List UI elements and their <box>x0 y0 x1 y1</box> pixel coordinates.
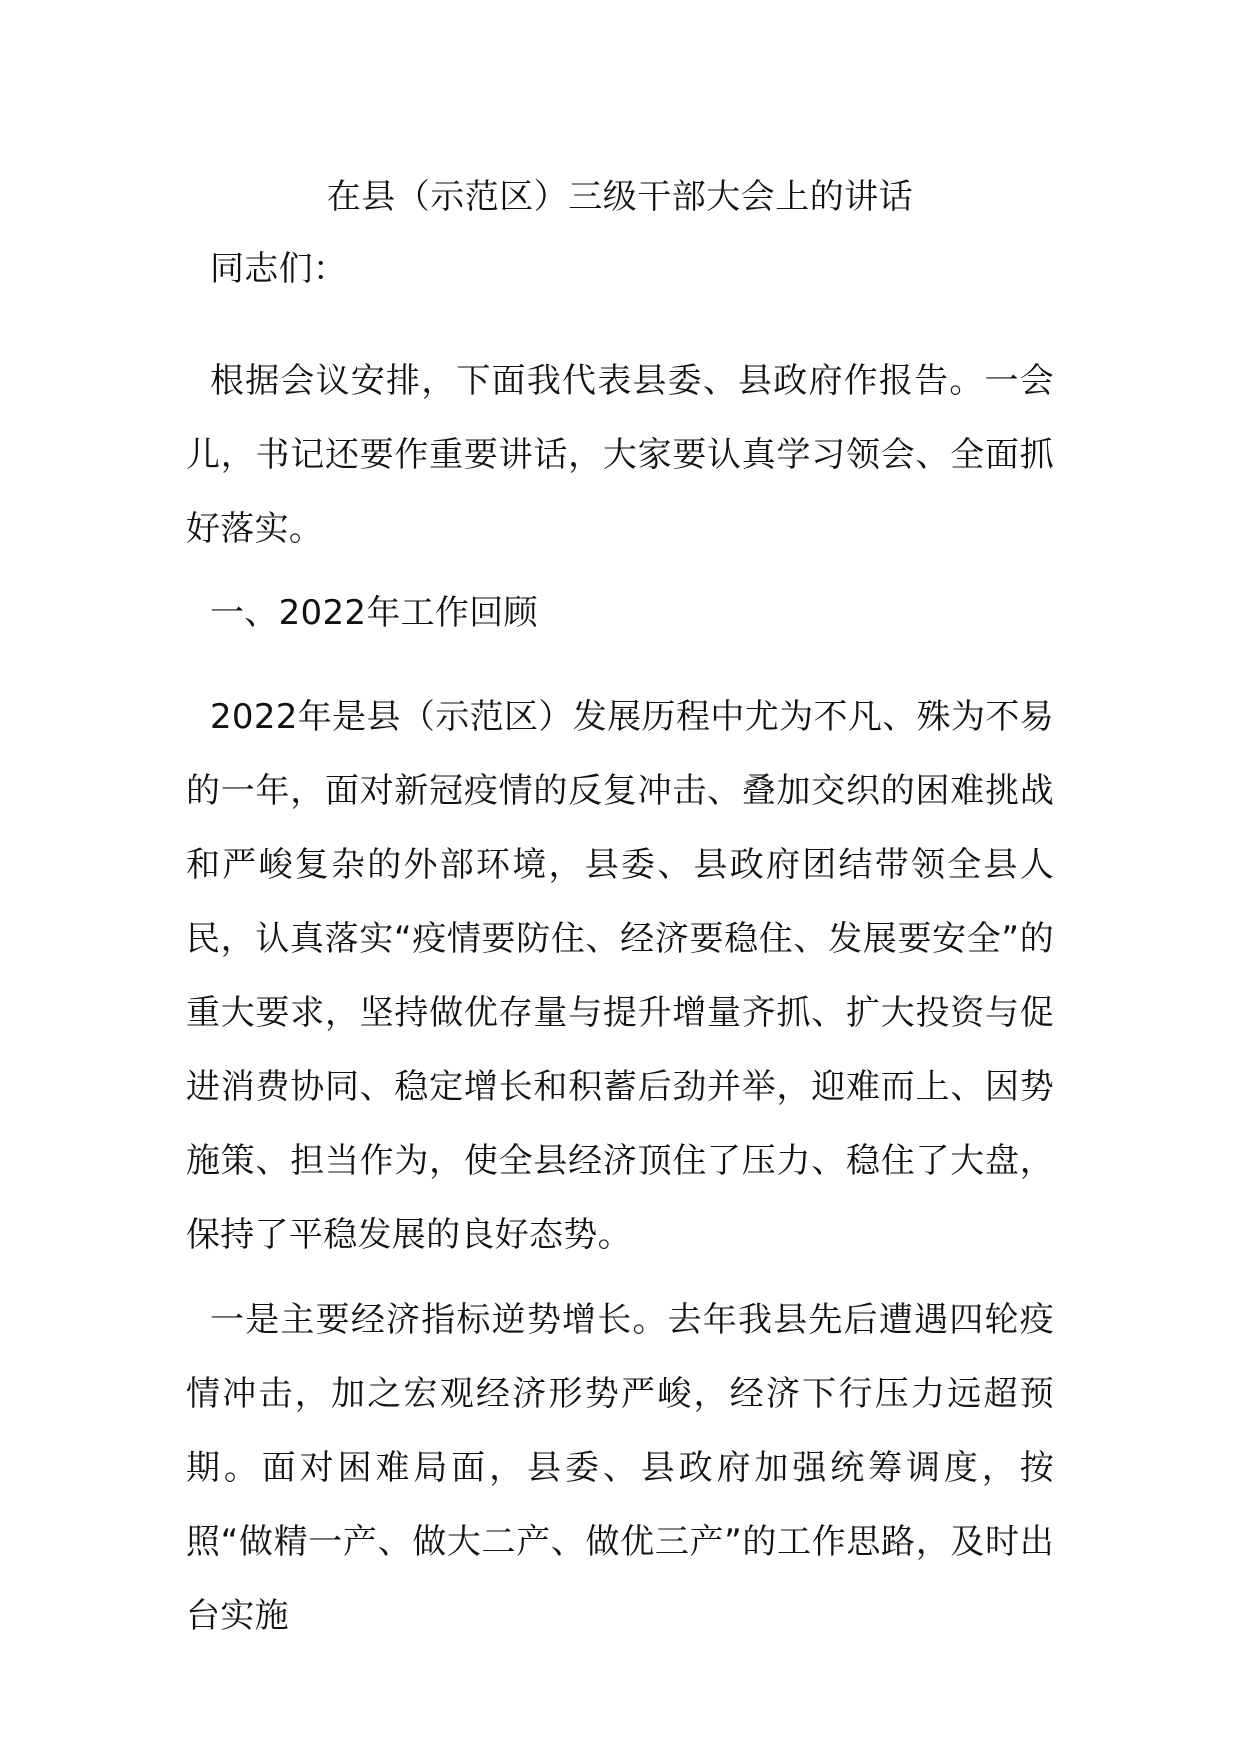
first-point-paragraph: 一是主要经济指标逆势增长。去年我县先后遭遇四轮疫情冲击，加之宏观经济形势严峻，经济下行压力远超预期。面对困难局面，县委、县政府加强统筹调度，按照“做精一产、做大二产、做优三产”的工作思路，及时出台实施 <box>186 1300 1054 1636</box>
intro-paragraph: 根据会议安排，下面我代表县委、县政府作报告。一会儿，书记还要作重要讲话，大家要认真学习领会、全面抓好落实。 <box>186 361 1054 549</box>
section-heading: 一、2022年工作回顾 <box>210 593 538 633</box>
document-title: 在县（示范区）三级干部大会上的讲话 <box>326 177 914 217</box>
review-paragraph: 2022年是县（示范区）发展历程中尤为不凡、殊为不易的一年，面对新冠疫情的反复冲击、叠加交织的困难挑战和严峻复杂的外部环境，县委、县政府团结带领全县人民，认真落实“疫情要防住、经济要稳住、发展要安全”的重大要求，坚持做优存量与提升增量齐抓、扩大投资与促进消费协同、稳定增长和积蓄后劲并举，迎难而上、因势施策、担当作为，使全县经济顶住了压力、稳住了大盘，保持了平稳发展的良好态势。 <box>186 697 1054 1255</box>
greeting: 同志们： <box>210 249 348 289</box>
